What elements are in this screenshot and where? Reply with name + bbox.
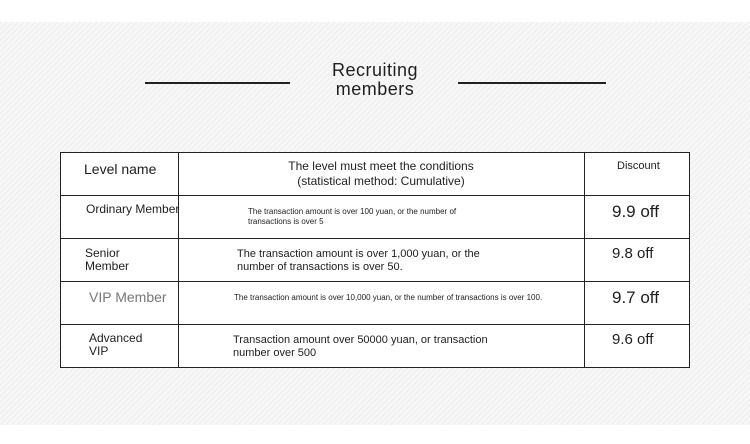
row-1-level	[86, 203, 179, 216]
row-divider-2	[61, 238, 689, 239]
row-divider-4	[61, 324, 689, 325]
row-2-condition-line-1: The transaction amount is over 1,000 yuan, or the	[237, 248, 480, 260]
row-divider-3	[61, 281, 689, 282]
row-divider-1	[61, 195, 689, 196]
column-divider-2	[584, 153, 585, 367]
row-2-discount: 9.8 off	[612, 245, 654, 262]
header-conditions	[201, 159, 561, 189]
row-4-condition-line-1: Transaction amount over 50000 yuan, or transaction	[233, 334, 488, 346]
row-3-condition-line-1: The transaction amount is over 10,000 yuan, or the number of transactions is over 100.	[234, 293, 543, 302]
header-conditions-line-1: The level must meet the conditions	[288, 159, 474, 173]
column-divider-1	[178, 153, 179, 367]
page-title	[300, 61, 450, 99]
top-white-band	[0, 0, 750, 22]
row-4-level-line-2: VIP	[89, 344, 109, 358]
row-2-condition	[237, 248, 480, 274]
row-2-condition-line-2: number of transactions is over 50.	[237, 261, 403, 273]
row-2-level-line-2: Member	[85, 259, 130, 273]
title-rule-right	[458, 82, 606, 84]
row-1-level-line-1: Ordinary Member	[86, 202, 180, 216]
page-title-line-1: Recruiting	[331, 60, 419, 80]
row-1-discount: 9.9 off	[612, 202, 659, 221]
row-3-discount: 9.7 off	[612, 288, 659, 307]
row-2-level-line-1: Senior	[85, 246, 120, 260]
row-4-level-line-1: Advanced	[89, 331, 143, 345]
row-1-condition-line-2: transactions is over 5	[248, 217, 324, 226]
row-4-condition	[233, 334, 488, 360]
bottom-white-band	[0, 425, 750, 444]
membership-table	[60, 152, 690, 368]
row-4-level	[89, 332, 142, 358]
page-title-line-2: members	[335, 79, 415, 99]
row-1-condition-line-1: The transaction amount is over 100 yuan, or the number of	[248, 207, 457, 216]
row-3-level	[89, 289, 167, 305]
row-3-level-line-1: VIP Member	[89, 289, 167, 305]
row-4-discount: 9.6 off	[612, 331, 654, 348]
row-4-condition-line-2: number over 500	[233, 347, 317, 359]
header-discount: Discount	[617, 160, 660, 172]
row-2-level	[85, 247, 129, 273]
header-conditions-line-2: (statistical method: Cumulative)	[297, 174, 465, 188]
row-1-condition	[248, 207, 456, 227]
title-rule-left	[145, 82, 290, 84]
header-level-name: Level name	[84, 161, 157, 177]
row-3-condition	[234, 293, 542, 303]
